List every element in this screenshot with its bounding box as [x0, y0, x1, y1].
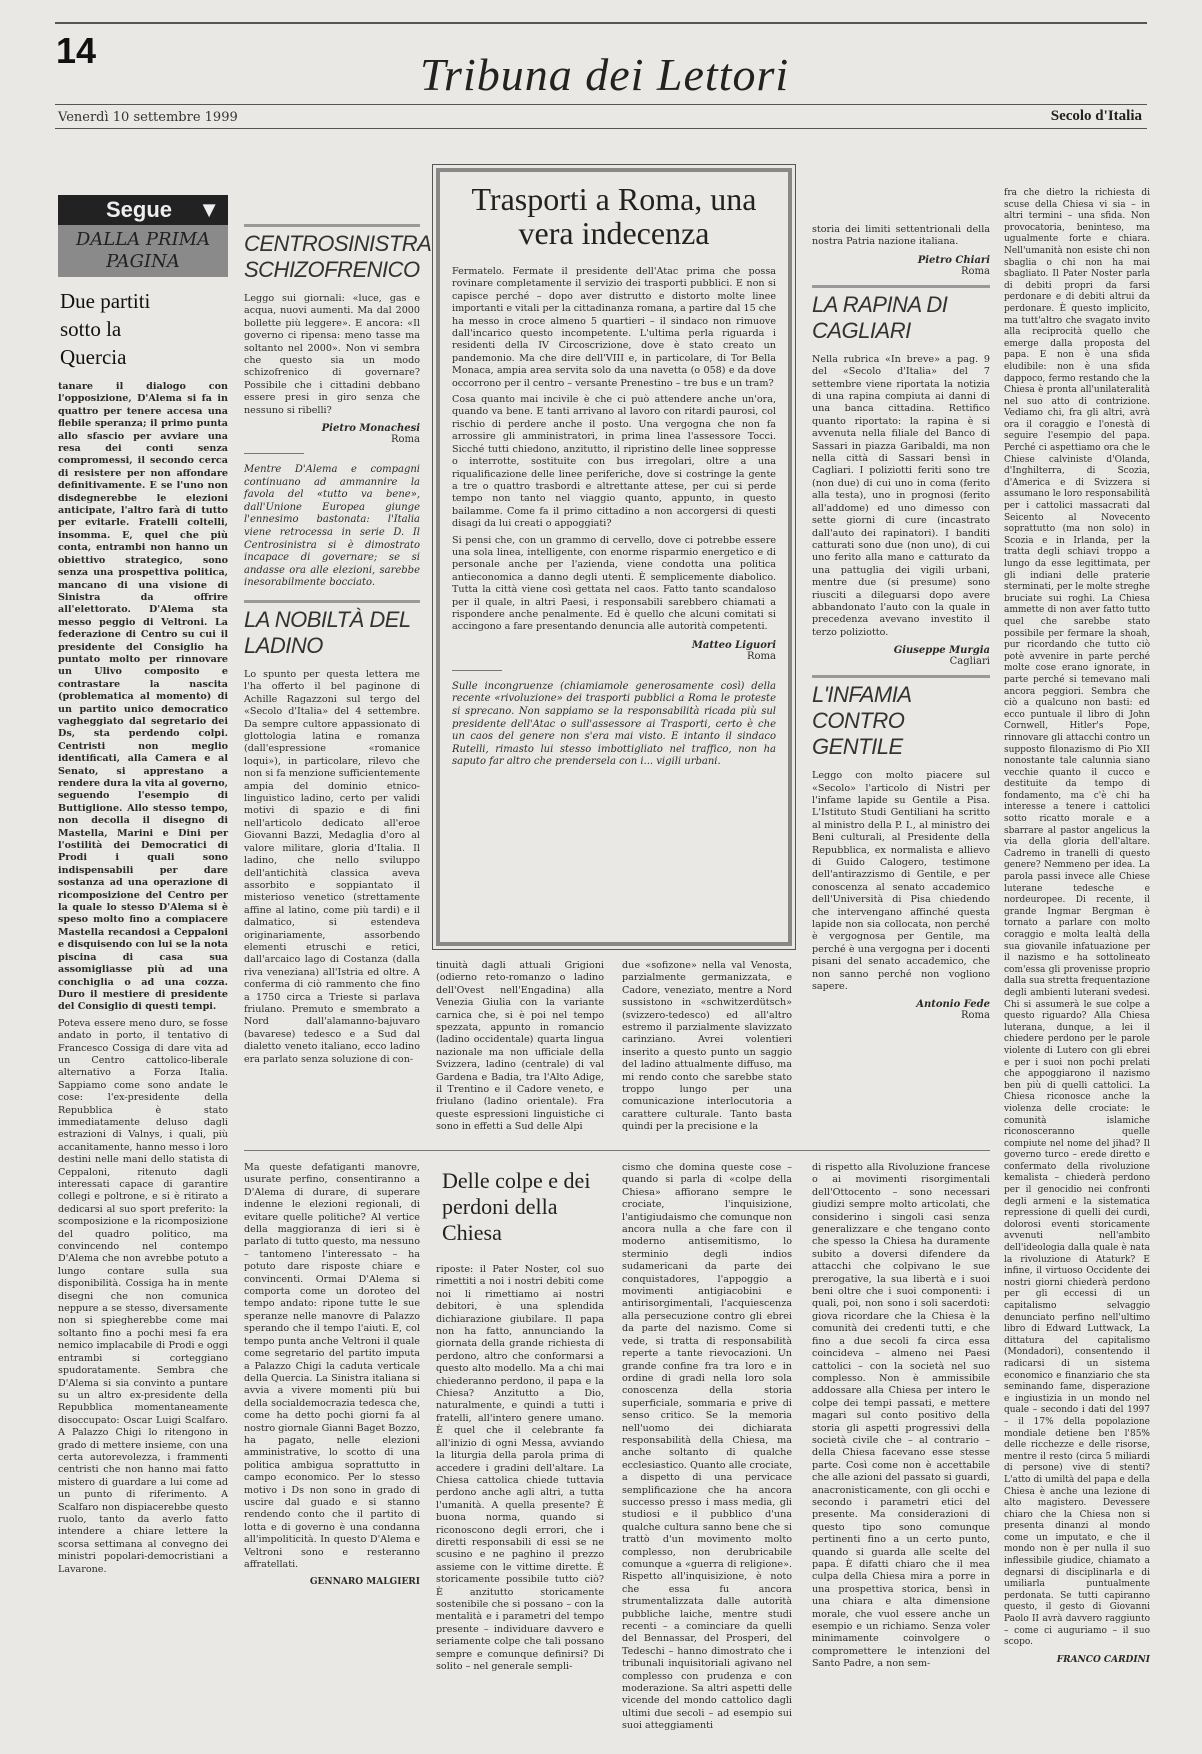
page-number: 14 — [56, 30, 97, 71]
article-body: Ma queste defatiganti manovre, usurate perfino, consentiranno a D'Alema di durare, di superare indenne le elezioni regionali, di evitare quelle politiche? Al vertice della maggioranza di ieri si è parlato di tutto questo, ma nessuno – tantomeno l'interessato – ha potuto dare risposte chiare e convincenti. Ormai D'Alema si comporta come un doroteo del tempo andato: ripone tutte le sue speranze nelle manovre di Palazzo sperando che il tempo l'aiuti. E, col tempo punta anche Veltroni il quale come segretario del partito imputa a Palazzo Chigi la caduta verticale della Quercia. La Sinistra italiana si avvia a vivere momenti più bui della socialdemocrazia tedesca che, come ha detto pochi giorni fa al nostro giornale Gianni Baget Bozzo, ha pagato, nelle elezioni amministrative, lo scotto di una politica ambigua soprattutto in campo economico. Per lo stesso motivo i Ds non sono in grado di uscire dal guado e si stanno rendendo conto che il partito di lotta e di governo è una condanna all'impoliticità. In questo D'Alema e Veltroni sono e resteranno affratellati. — [244, 1162, 420, 1570]
issue-date: Venerdì 10 settembre 1999 — [58, 110, 238, 125]
article-body: Poteva essere meno duro, se fosse andato in porto, il tentativo di Francesco Cossiga di dare vita ad un Centro cattolico-liberale alternativo a Forza Italia. Sappiamo come sono andate le cose: l'ex-presidente della Repubblica è stato immediatamente deluso dagli estrazioni di Valnys, i quali, più accanitamente, hanno messo i loro destini nelle mani dello statista di Ceppaloni, ritenuto dagli interessati capace di garantire collegi e poltrone, e si è ritirato a dedicarsi al suo sport preferito: la scomposizione e la ricomposizione del quadro politico, ma convincendo nel contempo D'Alema che non avrebbe potuto a lungo contare sulla sua disponibilità. Cossiga ha in mente disegni che non comunica neppure a se stesso, diversamente non si spiegherebbe come mai soltanto fino a pochi mesi fa era nemico implacabile di Prodi e oggi entrambi si corteggiano spudoratamente. Sembra che D'Alema si sia convinto a puntare su un altro ex-presidente della Repubblica momentaneamente disoccupato: Oscar Luigi Scalfaro. A Palazzo Chigi lo ritengono in grado di mettere insieme, con una certa autorevolezza, i frammenti centristi che non hanno mai fatto mistero di guardare a lui come ad un punto di riferimento. A Scalfaro non dispiacerebbe questo ruolo, tanto da averlo fatto intendere a chiare lettere la scorsa settimana al convegno dei ministri popolari-democristiani a Lavarone. — [58, 1017, 228, 1575]
chiesa-article-col3 — [812, 1162, 990, 1675]
ladino-continuation-a — [436, 960, 604, 1138]
body-text: due «sofizone» nella val Venosta, parzialmente germanizzata, e Cadore, veneziato, mentre a Nord sussistono in «schwitzerdütsch» (svizzero-tedesco) ed all'altro estremo il parzialmente slavizzato carinziano. Avrei volentieri inserito a questo punto un saggio del ladino attualmente diffuso, ma mi rendo conto che sarebbe stato troppo lungo per una comunicazione interlocutoria a carattere culturale. Tanto basta quindi per la precisione e la — [622, 960, 792, 1133]
letter-headline: CENTROSINISTRA SCHIZOFRENICO — [244, 231, 431, 282]
triangle-icon: ▼ — [198, 197, 220, 222]
article-body: riposte: il Pater Noster, col suo rimettiti a noi i nostri debiti come noi li rimettiamo ai nostri debitori, è una splendida dichiarazione giubilare. Il papa non ha fatto, annunciando la giornata della grande richiesta di perdono, altro che conformarsi a questo alto modello. Ma a chi mai chiederanno perdono, il papa e la Chiesa? Anzitutto a Dio, naturalmente, e quindi a tutti i fratelli, all'intero genere umano. È quel che il celebrante fa all'inizio di ogni Messa, avviando la liturgia della parola prima di accedere i gradini dell'altare. La Chiesa cattolica chiede tuttavia perdono anche agli altri, a tutta l'umanità. A quella presente? È buona norma, quando si riconoscono degli errori, che i diretti responsabili di essi se ne scusino e ne paghino il prezzo assieme con le vittime dirette. È storicamente possibile tutto ciò? È anzitutto storicamente sostenibile che si possano – con la mentalità e i parametri del tempo presente – individuare davvero e seriamente colpe che tali possano sempre e comunque definirsi? Di solito – nel generale sempli- — [436, 1264, 604, 1672]
divider — [452, 670, 502, 671]
article-body: fra che dietro la richiesta di scuse della Chiesa vi sia – in altri termini – una sfida. Non provocatoria, beninteso, ma ugualmente forte e chiara. Nell'umanità non esiste chi non sbaglia o chi non ha mai sbagliato. Il Pater Noster parla di debiti propri da farsi perdonare e di debiti altrui da perdonare. È questo implicito, ma tutt'altro che svagato invito alla reciprocità quello che emerge dalla proposta del papa. E non è una sfida eludibile: non è una sfida dappoco, fermo restando che la Chiesa è pronta all'unilateralità nel suo atto di contrizione. Vediamo chi, fra gli altri, avrà ora il coraggio e l'onestà di seguire l'esempio del papa. Perché ci aspettiamo ora che le Chiese calviniste d'Olanda, d'Inghilterra, di Scozia, d'America e di Svizzera si assumano le loro responsabilità per i cattolici massacrati dal Seicento al Novecento soprattutto (ma non solo) in Scozia e in Irlanda, per la tratta degli schiavi troppo a lungo da esse legittimata, per gli indiani delle praterie sterminati, per le molte streghe bruciate sui roghi. La Chiesa ammette di non aver fatto tutto quel che sarebbe stato possibile per fermare la shoah, pur ricordando che tutto ciò potè avvenire in parte perché molte cose erano ignorate, in parte perché si temevano mali ancora peggiori. Sembra che ciò a qualcuno non basti: ed ecco puntuale il libro di John Cornwell, Hitler's Pope, rinnovare gli attacchi contro un supposto filonazismo di Pio XII nonostante tale calunnia siano vecchie quanto il cucco e destituite da tempo di fondamento, ma c'è chi ha interesse a tenere i cattolici sotto ricatto morale e a sbarrare al pastor angelicus la via della gloria dell'altare. Cadremo in tranelli di questo genere? Nemmeno per idea. La parola passi invece alle Chiese luterane tedesche e nordeuropee. Di recente, il grande Ingmar Bergman è tornato a parlare con molto coraggio e molta lealtà della sua giovanile infatuazione per il nazismo e ha sottolineato com'essa gli provenisse proprio dalla sua stretta frequentazione degli ambienti luterani svedesi. Chi si assumerà le sue colpe a questo riguardo? Alla Chiesa luterana, dunque, a lei il chiedere perdono per le parole violente di Lutero con gli ebrei e per i suoi non pochi prelati che appoggiarono il nazismo ben più di quelli cattolici. La Chiesa riconosce anche la violenza delle crociate: le comunità islamiche riconosceranno quelle compiute nel nome del jihad? Il governo turco – erede diretto e confermato della rivoluzione kemalista – chiederà perdono per il genocidio nei confronti degli armeni e la sistematica repressione di quelli dei curdi, dolorosi eventi storicamente avvenuti nell'ambito dell'ideologia dalla quale è nata la rivoluzione di Ataturk? E infine, il virtuoso Occidente dei nostri giorni chiederà perdono per gli eccessi di un capitalismo selvaggio denunciato perfino nell'ultimo libro di Edward Luttwack, La dittatura del capitalismo (Mondadori), consentendo il radicarsi di un sistema economico e finanziario che sta seminando fame, disperazione e ingiustizia in un mondo nel quale – secondo i dati del 1997 – il 17% della popolazione mondiale detiene ben l'85% delle ricchezze e delle risorse, mentre il resto (circa 5 miliardi di persone) vive di stenti? L'atto di umiltà del papa e della Chiesa è anche una lezione di alto magistero. Devessere chiaro che la Chiesa non si presenta dinanzi al mondo come un imputato, e che il mondo non è per nulla il suo inflessibile giudice, chiamato a degnarsi di disciplinarla e di umiliarla puntualmente perdonata. Se tutti capiranno questo, il gesto di Giovanni Paolo II avrà davvero raggiunto – come ci auguriamo – il suo scopo. — [1004, 188, 1150, 1648]
top-rule — [55, 22, 1147, 24]
letters-column-4 — [812, 224, 990, 1029]
letter-signature: Giuseppe Murgia — [893, 645, 990, 657]
author-signature: GENNARO MALGIERI — [309, 1577, 420, 1588]
editorial-reply: Sulle incongruenze (chiamiamole generosamente così) della recente «rivoluzione» dei trasporti pubblici a Roma le proteste si sprecano. Non sappiamo se la responsabilità ricada più sul presidente dell'Atac o sull'assessore ai Trasporti, certo è che un caos del genere non s'era mai visto. E intanto il sindaco Rutelli, rimasto lui stesso imbottigliato nel traffico, non ha saputo far altro che prendersela con i... vigili urbani. — [452, 680, 776, 768]
masthead-rule-2 — [55, 128, 1147, 129]
letter-body: Leggo con molto piacere sul «Secolo» l'articolo di Nistri per l'infame lapide su Gentile a Pisa. L'Istituto Studi Gentiliani ha scritto al ministro della P. I., al ministro dei Beni culturali, al Presidente della Repubblica, ex normalista e allievo di Guido Calogero, testimone dell'antirazzismo di Gentile, e per conoscenza al senato accademico dell'Università di Pisa chiedendo che intervengano affinché questa lapide non sia collocata, non perché è vergognosa per Gentile, ma perché è una vergogna per i docenti pisani del senato accademico, che non sanno perché non vogliono sapere. — [812, 770, 990, 993]
segue-label: Segue — [106, 197, 173, 222]
letter-place: Cagliari — [949, 656, 990, 668]
letter-headline: LA RAPINA DI CAGLIARI — [812, 291, 948, 343]
article-body: cismo che domina queste cose – quando si parla di «colpe della Chiesa» affiorano sempre le crociate, l'inquisizione, l'antigiudaismo che comunque non ancora nulla a che fare con il moderno antisemitismo, lo sterminio degli indios sudamericani da parte dei conquistadores, l'appoggio a movimenti antigiacobini e antirisorgimentali, l'acquiescenza alla persecuzione contro gli ebrei da parte del nazismo. Come si vede, si tratta di responsabilità reperte a tante rievocazioni. Un grande confine fra tra loro e in ordine di gradi nella loro sola conoscenza della storia superficiale, sommaria e prive di senso critico. Se la memoria nell'uomo dei dichiarata responsabilità della Chiesa, ma anche soltanto di qualche ecclesiastico. Quanto alle crociate, a dispetto di una pervicace semplificazione che ha ancora successo presso i mass media, gli studiosi e il pubblico d'una qualche cultura sanno bene che si trattò d'un movimento molto complesso, non derubricabile comunque a «guerra di religione». Rispetto all'inquisizione, è noto che essa fu ancora strumentalizzata dalle autorità pubbliche laiche, mentre studi recenti – a cominciare da quelli del Bennassar, del Prosperi, del Tedeschi – hanno dimostrato che i tribunali inquisitoriali agivano nel complesso con prudenza e con moderazione. Sa altri aspetti delle vicende del mondo cattolico dagli ultimi due secoli – ad esempio sui suoi atteggiamenti — [622, 1162, 792, 1732]
editorial-reply: Mentre D'Alema e compagni continuano ad ammannire la favola del «tutto va bene», dall'Unione Europea giunge l'ennesimo bastonata: l'Italia viene retrocessa in serie D. Il Centrosinistra si è dimostrato incapace di governare; se si andasse ora alle elezioni, sarebbe inesorabilmente bocciato. — [244, 464, 420, 589]
chiesa-article-col1 — [436, 1162, 604, 1677]
divider — [244, 453, 304, 454]
divider — [812, 675, 990, 678]
featured-body: Cosa quanto mai incivile è che ci può attendere anche un'ora, quando va bene. E tanti arrivano al lavoro con ritardi paurosi, col rischio di perdere anche il posto. Una vergogna che non fa arrossire gli amministratori, in prima linea l'assessore Tocci. Sicché tutti chiedono, anzitutto, il ripristino delle linee soppresse o interrotte, sostituite con bus irregolari, oltre a una riqualificazione delle linee periferiche, dove si costringe la gente a tre o quattro trasbordi e altrettante attese, per cui si perde tempo non tanto nel viaggio quanto, appunto, in questo bailamme. Come fa il primo cittadino a non accorgersi di questi disagi da lui creati o appoggiati? — [452, 394, 776, 530]
section-title: Tribuna dei Lettori — [420, 49, 790, 100]
article-body: di rispetto alla Rivoluzione francese o ai movimenti risorgimentali dell'Ottocento – sono necessari giudizi sempre molto articolati, che considerino i singoli casi senza generalizzare e che tengano conto che spesso la Chiesa ha duramente subito a doversi difendere da attacchi che colpivano le sue prerogative, la sua libertà e i suoi beni oltre che i suoi componenti: i quali, poi, non sono i soli sacerdoti: giova ricordare che la Chiesa è la comunità dei credenti tutti, e che fino a due secoli fa circa essa coincideva – almeno nei Paesi cattolici – con la società nel suo complesso. Non è ammissibile addossare alla Chiesa per intero le colpe dei tempi passati, e mettere magari sul conto positivo della storia gli aspetti progressivi della società civile che – al contrario – della Chiesa facevano esse stesse parte. Così come non è accettabile che alle azioni del passato si guardi, anacronisticamente, con gli occhi e secondo i parametri etici del presente. Ma considerazioni di questo tipo sono comunque pertinenti fino a un certo punto, quando si guarda alle scelte del papa. È difatti chiaro che il mea culpa della Chiesa mira a porre in una prospettiva storica, bensì in una chiara e alta dimensione morale, che vuol essere anche un esempio e un richiamo. Senza voler minimamente coinvolgere o compromettere le intenzioni del Santo Padre, a non sem- — [812, 1162, 990, 1670]
segue-box — [58, 195, 228, 225]
letter-place: Roma — [391, 434, 420, 446]
newspaper-name: Secolo d'Italia — [1050, 108, 1142, 124]
divider — [244, 600, 420, 603]
cardini-column — [1004, 188, 1150, 1665]
article-headline: Delle colpe e dei perdoni della Chiesa — [442, 1168, 591, 1245]
letter-body: Lo spunto per questa lettera me l'ha offerto il bel paginone di Achille Ragazzoni sul tergo del «Secolo d'Italia» del 4 settembre. Da sempre cultore appassionato di glottologia latina e romanza (dall'espressione «romanice loqui»), in particolare, rilevo che non si fa menzione sufficientemente ampia del dominio etnico-linguistico ladino, certo per validi motivi di spazio e di fini nell'articolo dedicato all'eroe Giovanni Bazzi, Medaglia d'oro al valore militare, gloria d'Italia. Il ladino, che nello sviluppo dell'antichità classica aveva assorbito e soppiantato il misterioso venetico (strettamente affine al latino, come più tardi) e il dalmatico, si estendeva originariamente, assorbendo elementi etruschi e retici, dall'arcaico lago di Costanza (dalla riva veneziana) all'Istria ed oltre. A conferma di ciò rammento che fino a 1750 circa a Trieste si parlava friulano. Premuto e smembrato a Nord dall'alamanno-bajuvaro (bavarese) tedesco e a Sud dal dialetto veneto italiano, ecco ladino era parlato senza soluzione di con- — [244, 669, 420, 1065]
letter-signature: Antonio Fede — [916, 999, 990, 1011]
featured-place: Roma — [747, 650, 776, 662]
article-body-bold: tanare il dialogo con l'opposizione, D'Alema si fa in quattro per tenere accesa una flebile speranza; il primo punta allo sfascio per avviare una resa dei conti senza compromessi, il secondo cerca di resistere per non affondare definitivamente. E se l'uno non disdegnerebbe le elezioni anticipate, l'altro farà di tutto per evitarle. Fratelli coltelli, insomma. E, quel che più conta, entrambi non hanno un obiettivo strategico, sono senza una prospettiva politica, mancano di una visione di Sinistra da offrire all'elettorato. D'Alema sta messo peggio di Veltroni. La federazione di Centro su cui il presidente del Consiglio ha puntato molto per rinnovare un Ulivo composito e contrastare la nascita (problematica al momento) di un partito unico democratico vagheggiato dal segretario dei Ds, sta perdendo colpi. Centristi non meglio identificati, alla Camera e al Senato, si apprestano a rendere dura la vita al governo, seguendo l'esempio di Buttiglione. Allo stesso tempo, non decolla il disegno di Mastella, Marini e Dini per l'ostilità dei Democratici di Prodi i quali sono indispensabili per dare sostanza ad una operazione di ricomposizione del Centro per la quale lo stesso D'Alema si è speso molto fino a compiacere Mastella recandosi a Ceppaloni e disquisendo con lui se la nota piscina di casa sua assomigliasse più ad una conchiglia o ad una cozza. Duro il mestiere di presidente del Consiglio di questi tempi. — [58, 381, 228, 1013]
letter-body: Nella rubrica «In breve» a pag. 9 del «Secolo d'Italia» del 7 settembre viene riportata la notizia di una rapina compiuta ai danni di una banca cittadina. Rettifico quanto riportato: la rapina è si avvenuta nella filiale del Banco di Sassari in piazza Garibaldi, ma non nella città di Sassari bensì in Cagliari. I poliziotti feriti sono tre (non due) di cui uno in coma (ferito alla testa), uno in prognosi (ferito all'addome) ed uno dimesso con sette giorni di cure (incastrato dall'auto dei rapinatori). I banditi catturati sono due (non uno), di cui uno ferito alla mano e catturato da una pattuglia dei vigili urbani, mentre due (si presume) sono riusciti a dileguarsi dopo avere abbandonato l'auto con la quale in precedenza avevano investito il terzo poliziotto. — [812, 353, 990, 638]
letter-headline: L'INFAMIA CONTRO GENTILE — [812, 682, 911, 760]
masthead-rule — [55, 104, 1147, 105]
author-signature: FRANCO CARDINI — [1056, 1654, 1150, 1665]
letter-headline: LA NOBILTÀ DEL LADINO — [244, 607, 411, 658]
divider — [812, 285, 990, 288]
chiesa-article-col2 — [622, 1162, 792, 1737]
featured-letter-box — [436, 168, 792, 946]
divider — [244, 224, 420, 227]
letter-signature: Pietro Monachesi — [321, 423, 420, 435]
letter-body: storia dei limiti settentrionali della nostra Patria nazione italiana. — [812, 224, 990, 248]
letters-column-2 — [244, 224, 431, 1070]
letter-signature: Pietro Chiari — [917, 254, 990, 266]
letter-place: Roma — [961, 265, 990, 277]
article-headline: Due partiti sotto la Quercia — [60, 289, 151, 369]
left-column — [58, 195, 228, 1580]
featured-body: Fermatelo. Fermate il presidente dell'Atac prima che possa rovinare completamente il servizio dei trasporti pubblici. E non si capisce perché – dopo aver distrutto e distorto molte linee importanti e vitali per la cittadinanza romana, a partire dal 15 che ha messo in croce almeno 5 quartieri – il sindaco non rimuove dall'incarico questo incompetente. L'ultima perla riguarda i residenti della IV Circoscrizione, dove è stato creato un pandemonio. Ma che dire dell'VIII e, in particolare, di Tor Bella Monaca, ampia area servita solo da una navetta (o 058) e da dove occorrono per il centro – versante Prenestino – tre bus e un tram? — [452, 266, 776, 389]
malgieri-continuation — [244, 1162, 420, 1587]
ladino-continuation-b — [622, 960, 792, 1138]
body-text: tinuità dagli attuali Grigioni (odierno reto-romanzo o ladino dell'Ovest nell'Engadina) alla Venezia Giulia con la variante carnica che, si è poi nel tempo spezzata, appunto in romancio (ladino occidentale) quarta lingua nazionale ma non ufficiale della Svizzera, ladino (centrale) di val Gardena e Badia, tra l'Alto Adige, il Trentino e il Cadore veneto, e friulano (ladino orientale). Fra queste espressioni linguistiche ci sono in effetti a Sud delle Alpi — [436, 960, 604, 1133]
letter-place: Roma — [961, 1010, 990, 1022]
section-rule — [244, 1150, 990, 1151]
segue-subhead: DALLA PRIMA PAGINA — [58, 225, 228, 277]
featured-body: Si pensi che, con un grammo di cervello, dove ci potrebbe essere una sola linea, intelligente, con enorme risparmio energetico e di personale anche per l'azienda, viene condotta una politica antieconomica a danno degli utenti. È semplicemente diabolico. Tutta la città viene così gettata nel caos. Fatto tanto scandaloso per il quale, in altri Paesi, i responsabili sarebbero chiamati a rispondere anche penalmente. Ed è quello che alcuni comitati si accingono a fare presentando denuncia alle autorità competenti. — [452, 534, 776, 633]
featured-headline: Trasporti a Roma, una vera indecenza — [471, 181, 757, 251]
letter-body: Leggo sui giornali: «luce, gas e acqua, nuovi aumenti. Ma dal 2000 bollette più leggere». E ancora: «Il governo ci ripensa: meno tasse ma soltanto nel 2000». Non vi sembra che questo sia un modo schizofrenico di governare? Possibile che i cittadini debbano essere presi in giro senza che nessuno si ribelli? — [244, 293, 420, 416]
featured-signature: Matteo Liguori — [691, 639, 776, 651]
